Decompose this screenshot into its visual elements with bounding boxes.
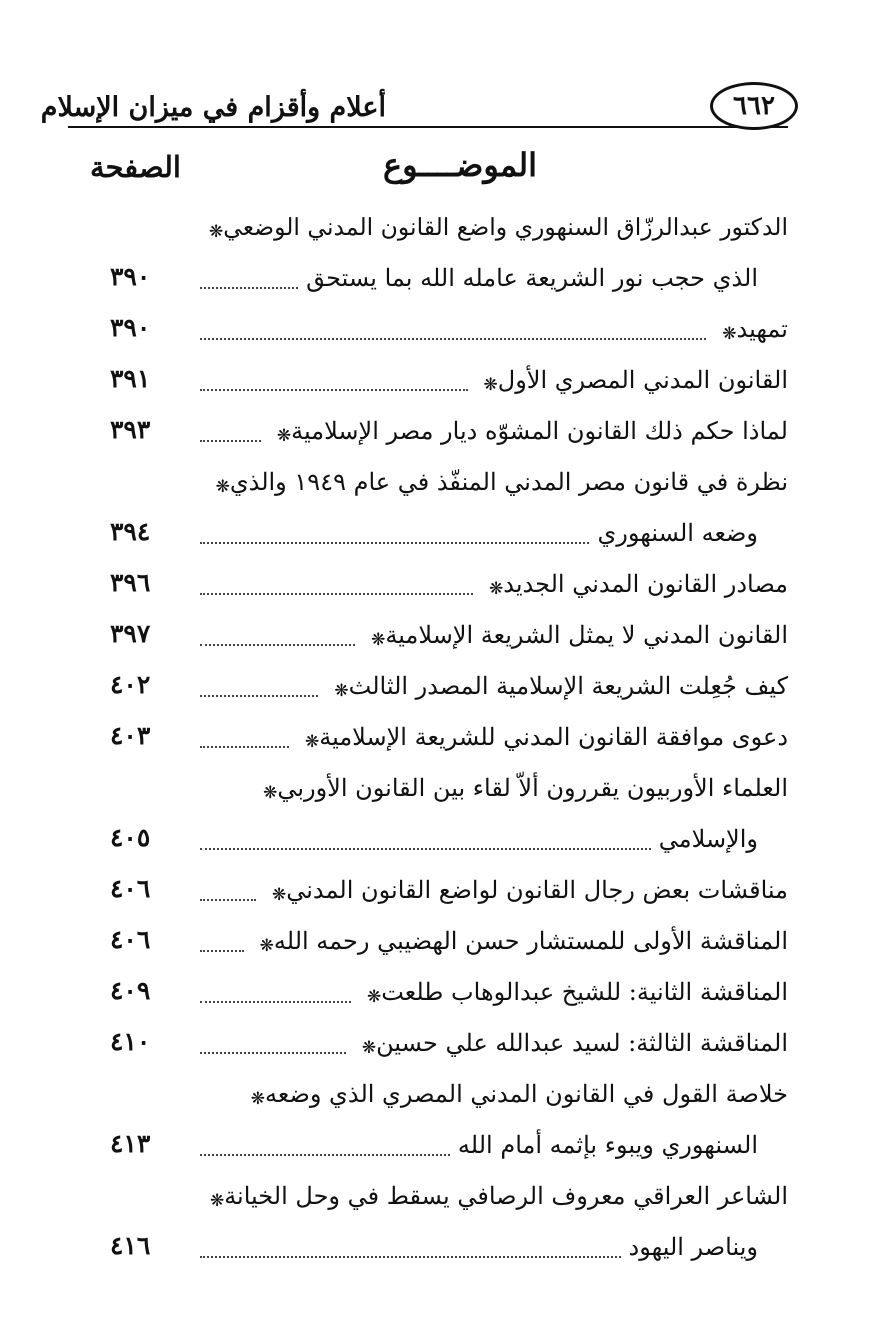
- toc-page-number: ٣٩٤: [110, 517, 151, 546]
- header-rule: [68, 126, 788, 128]
- asterism-icon: ❋: [361, 1038, 377, 1058]
- toc-page-number: ٤١٠: [110, 1027, 151, 1056]
- toc-entry-text: الذي حجب نور الشريعة عامله الله بما يستحق: [306, 264, 758, 292]
- page-number: ٦٦٢: [733, 91, 775, 121]
- asterism-icon: ❋: [488, 579, 504, 599]
- toc-entry-text: نظرة في قانون مصر المدني المنفّذ في عام ١٩٤٩ والذي: [229, 468, 788, 496]
- toc-entry-line: [326, 664, 788, 700]
- toc-entry-line: [252, 919, 788, 955]
- toc-entry-line: [659, 817, 758, 853]
- toc-entry-line: [306, 256, 758, 292]
- toc-entry-text: كيف جُعِلت الشريعة الإسلامية المصدر الثالث: [348, 672, 788, 700]
- leader-dots: [200, 644, 355, 646]
- toc-entry-line: [714, 307, 788, 343]
- toc-entry-line: [629, 1225, 758, 1261]
- toc-entry-text: مناقشات بعض رجال القانون لواضع القانون المدني: [286, 876, 788, 904]
- toc-entry-text: القانون المدني المصري الأول: [497, 366, 788, 394]
- toc-page-number: ٤٠٦: [110, 925, 151, 954]
- toc-entry-line: [359, 970, 788, 1006]
- toc-entry-line: [481, 562, 788, 598]
- toc-page-number: ٤١٦: [110, 1231, 151, 1260]
- toc-page-number: ٤٠٦: [110, 874, 151, 903]
- toc-entry-text: المناقشة الثانية: للشيخ عبدالوهاب طلعت: [381, 978, 788, 1006]
- toc-entry-line: [458, 1123, 758, 1159]
- leader-dots: [200, 287, 298, 289]
- toc-entry-line: [208, 460, 788, 496]
- toc-entry-line: [243, 1072, 788, 1108]
- toc-page-number: ٣٩٠: [110, 262, 151, 291]
- asterism-icon: ❋: [276, 426, 292, 446]
- toc-entry-line: [264, 868, 788, 904]
- toc-entry-text: القانون المدني لا يمثل الشريعة الإسلامية: [385, 621, 788, 649]
- toc-entry-text: ويناصر اليهود: [628, 1233, 758, 1261]
- toc-page-number: ٣٩٧: [110, 619, 151, 648]
- toc-entry-text: خلاصة القول في القانون المدني المصري الذي وضعه: [265, 1080, 788, 1108]
- asterism-icon: ❋: [250, 1089, 266, 1109]
- asterism-icon: ❋: [259, 936, 274, 956]
- toc-page-number: ٣٩٦: [110, 568, 151, 597]
- toc-page-number: ٤٠٢: [110, 670, 151, 699]
- toc-page-number: ٤٠٣: [110, 721, 151, 750]
- toc-page-number: ٣٩١: [110, 364, 151, 393]
- asterism-icon: ❋: [272, 885, 287, 905]
- leader-dots: [200, 1256, 621, 1258]
- toc-entry-text: المناقشة الثالثة: لسيد عبدالله علي حسين: [376, 1029, 788, 1057]
- toc-entry-text: والإسلامي: [658, 825, 758, 853]
- toc-entry-line: [255, 766, 788, 802]
- toc-page-number: ٤١٣: [110, 1129, 151, 1158]
- asterism-icon: ❋: [366, 987, 382, 1007]
- toc-entry-line: [269, 409, 788, 445]
- toc-entry-line: [202, 1174, 788, 1210]
- asterism-icon: ❋: [722, 324, 737, 344]
- toc-page-number: ٣٩٠: [110, 313, 151, 342]
- asterism-icon: ❋: [209, 1191, 225, 1211]
- leader-dots: [200, 338, 706, 340]
- asterism-icon: ❋: [215, 477, 230, 497]
- asterism-icon: ❋: [304, 732, 320, 752]
- leader-dots: [200, 593, 473, 595]
- leader-dots: [200, 440, 261, 442]
- toc-entry-text: الدكتور عبدالرزّاق السنهوري واضع القانون المدني الوضعي: [223, 213, 788, 241]
- toc-entry-line: [476, 358, 789, 394]
- asterism-icon: ❋: [371, 630, 386, 650]
- toc-entry-line: [354, 1021, 788, 1057]
- leader-dots: [200, 695, 318, 697]
- toc-entry-text: تمهيد: [736, 315, 788, 343]
- toc-entry-line: [201, 205, 788, 241]
- column-heading-subject: الموضــــوع: [383, 146, 537, 184]
- toc-entry-text: السنهوري ويبوء بإثمه أمام الله: [457, 1131, 758, 1159]
- toc-entry-text: مصادر القانون المدني الجديد: [503, 570, 788, 598]
- leader-dots: [200, 899, 256, 901]
- toc-page-number: ٤٠٩: [110, 976, 151, 1005]
- leader-dots: [200, 746, 289, 748]
- leader-dots: [200, 950, 244, 952]
- leader-dots: [200, 1154, 450, 1156]
- leader-dots: [200, 1052, 346, 1054]
- running-title: أعلام وأقزام في ميزان الإسلام: [40, 92, 386, 123]
- toc-page-number: ٣٩٣: [110, 415, 151, 444]
- toc-entry-text: المناقشة الأولى للمستشار حسن الهضيبي رحمه الله: [273, 927, 788, 955]
- leader-dots: [200, 389, 468, 391]
- toc-entry-text: الشاعر العراقي معروف الرصافي يسقط في وحل الخيانة: [224, 1182, 788, 1210]
- column-heading-page: الصفحة: [90, 150, 181, 184]
- toc-entry-line: [597, 511, 758, 547]
- page-number-oval: [710, 82, 798, 130]
- asterism-icon: ❋: [209, 222, 224, 242]
- toc-entry-text: العلماء الأوربيون يقررون ألاّ لقاء بين القانون الأوربي: [277, 774, 788, 802]
- leader-dots: [200, 1001, 351, 1003]
- asterism-icon: ❋: [483, 375, 498, 395]
- asterism-icon: ❋: [334, 681, 349, 701]
- toc-entry-text: دعوى موافقة القانون المدني للشريعة الإسلامية: [319, 723, 788, 751]
- leader-dots: [200, 542, 589, 544]
- toc-entry-text: لماذا حكم ذلك القانون المشوّه ديار مصر الإسلامية: [291, 417, 788, 445]
- toc-entry-line: [363, 613, 788, 649]
- toc-page-number: ٤٠٥: [110, 823, 151, 852]
- asterism-icon: ❋: [263, 783, 278, 803]
- toc-entry-line: [297, 715, 788, 751]
- leader-dots: [200, 848, 651, 850]
- toc-entry-text: وضعه السنهوري: [597, 519, 758, 547]
